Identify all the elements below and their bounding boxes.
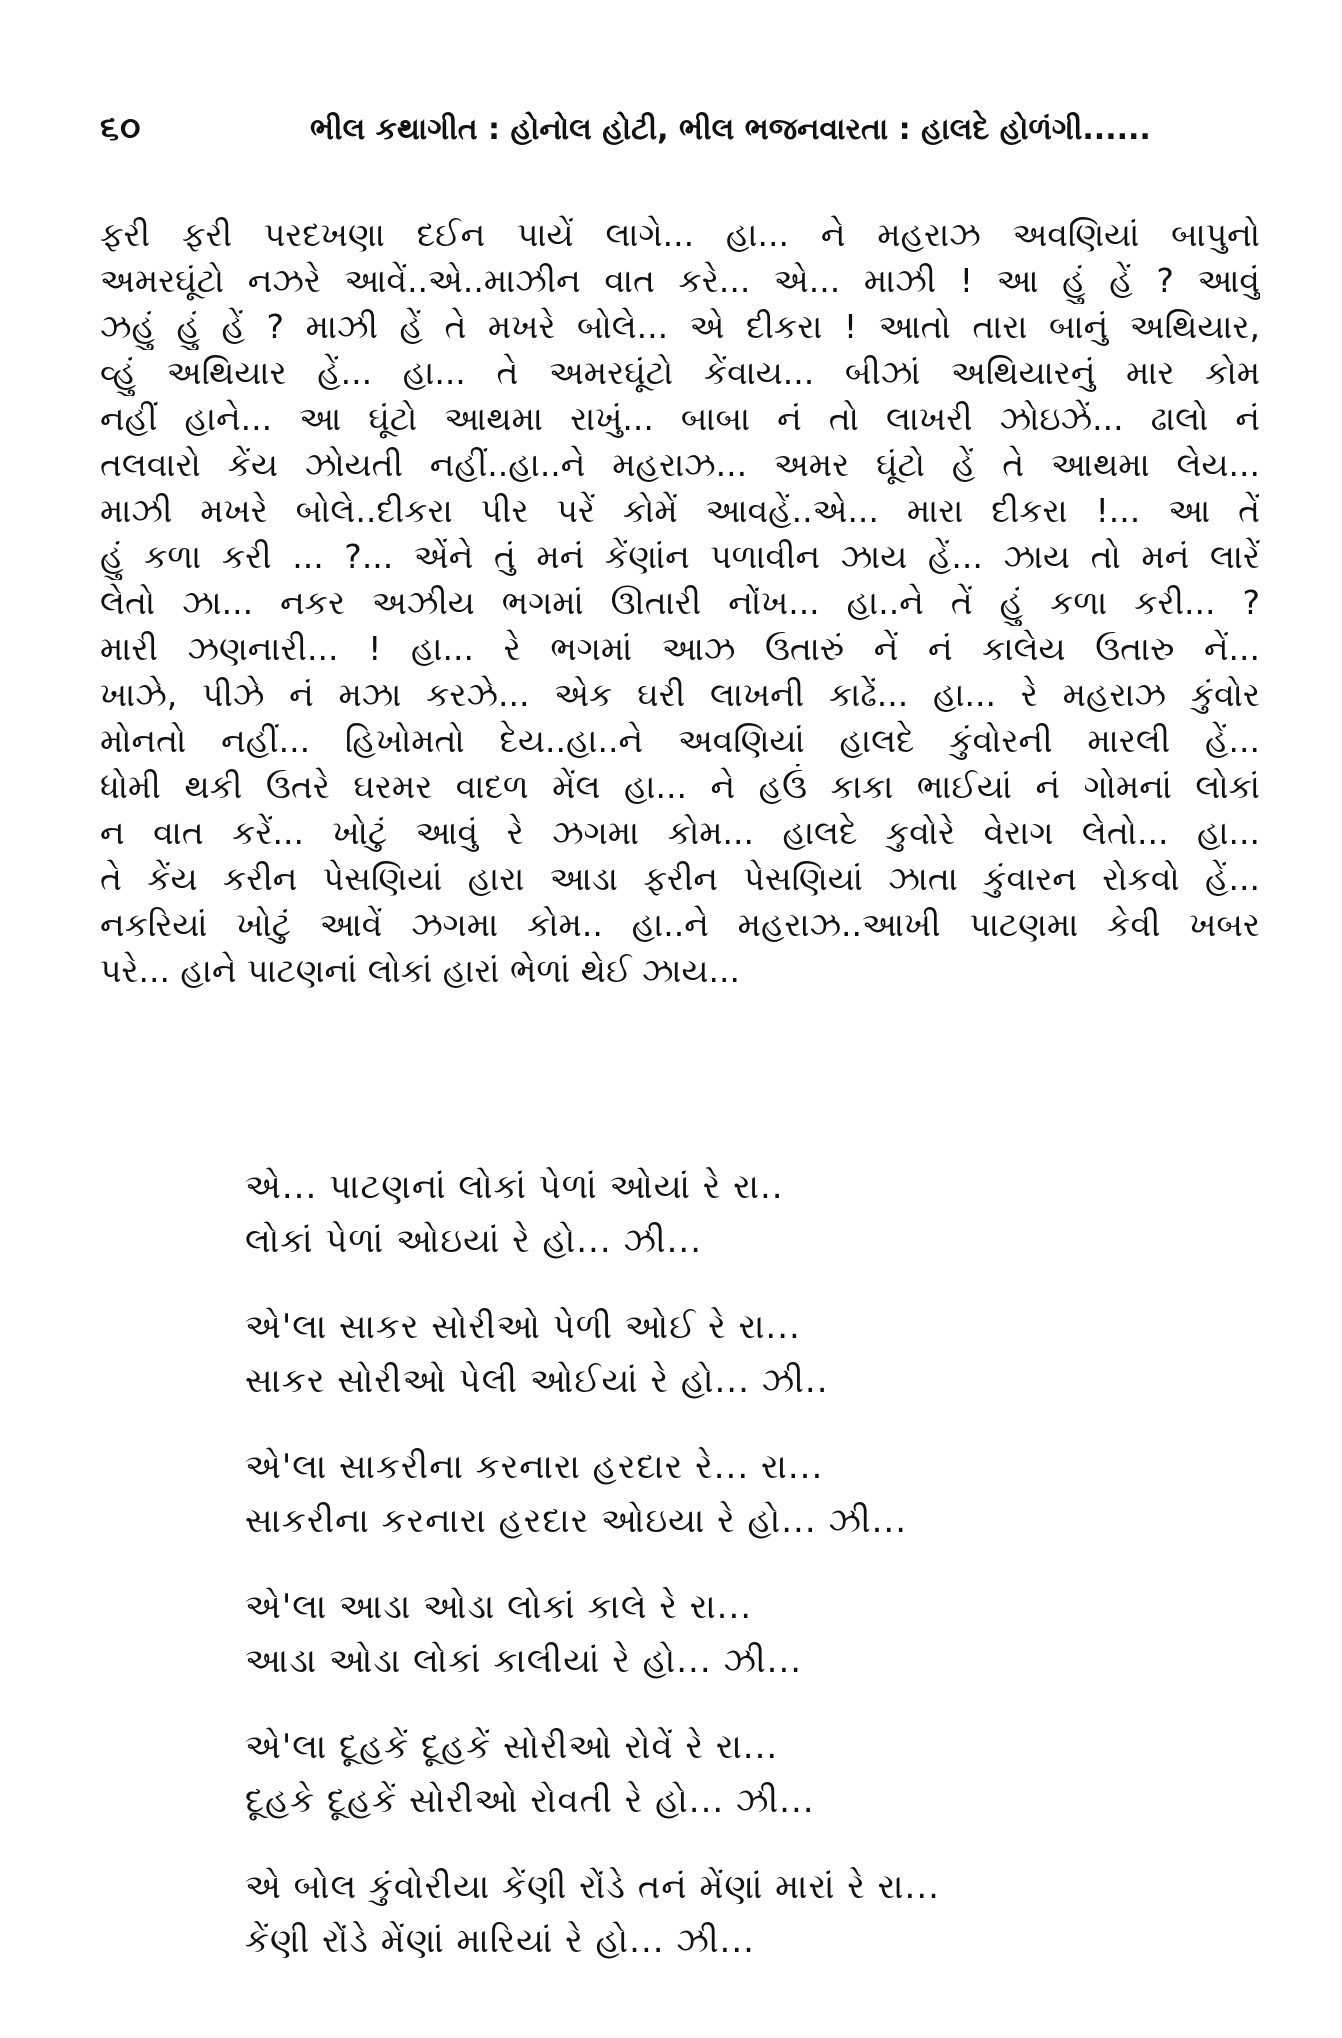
prose-line: હું કળા કરી ... ?... એંને તું મનં કેંણાંન પળાવીન ઝાય હેં... ઝાય તો મનં લારેં (100, 537, 1260, 576)
prose-line: નકરિયાં ખોટું આવેં ઝગમા કોમ.. હા..ને મહરાઝ..આખી પાટણમા કેવી ખબર (100, 905, 1260, 944)
verse-line: એ'લા સાકર સોરીઓ પેળી ઓઈ રે રા... (245, 1307, 801, 1347)
verse-line: લોકાં પેળાં ઓઇયાં રે હો... ઝી... (245, 1221, 703, 1261)
page-number: ૬૦ (100, 108, 142, 148)
prose-line: તલવારો કેંય ઝોયતી નહીં..હા..ને મહરાઝ... અમર ઘૂંટો હેં તે આથમા લેય... (100, 445, 1260, 484)
prose-line: ઝહું હું હેં ? માઝી હેં તે મખરે બોલે... એ દીકરા ! આતો તારા બાનું અથિયાર, (100, 307, 1260, 346)
verse-line: સાકર સોરીઓ પેલી ઓઈયાં રે હો... ઝી.. (245, 1361, 829, 1401)
prose-line: મારી ઝણનારી... ! હા... રે ભગમાં આઝ ઉતારું નેં નં કાલેય ઉતારુ નેં... (100, 629, 1260, 668)
prose-line: ખાઝે, પીઝે નં મઝા કરઝે... એક ઘરી લાખની કાઢેં... હા... રે મહરાઝ કુંવોર (100, 675, 1260, 714)
stanza (245, 1580, 1245, 1688)
verse-line: એ'લા સાકરીના કરનારા હરદાર રે... રા... (245, 1447, 824, 1487)
verse-line: એ... પાટણનાં લોકાં પેળાં ઓયાં રે રા.. (245, 1167, 784, 1207)
prose-line: ધોમી થકી ઉતરે ઘરમર વાદળ મેંલ હા... ને હઉં કાકા ભાઈયાં નં ગોમનાં લોકાં (100, 767, 1260, 806)
verse-line: આડા ઓડા લોકાં કાલીયાં રે હો... ઝી... (245, 1641, 803, 1681)
prose-line: મોનતો નહીં... હિખોમતો દેય..હા..ને અવણિયાં હાલદે કુંવોરની મારલી હેં... (100, 721, 1260, 760)
prose-line: નહીં હાને... આ ઘૂંટો આથમા રાખું... બાબા નં તો લાખરી ઝોઇઝેં... ઢાલો નં (100, 399, 1260, 438)
prose-line: પરે... હાને પાટણનાં લોકાં હારાં ભેળાં થેઈ ઝાય... (100, 951, 741, 990)
stanza (245, 1720, 1245, 1828)
verse-line: દૂહકે દૂહકેં સોરીઓ રોવતી રે હો... ઝી... (245, 1781, 815, 1821)
stanza (245, 1440, 1245, 1548)
verse-line: એ બોલ કુંવોરીયા કેંણી રોંડે તનં મેંણાં મારાં રે રા... (245, 1867, 940, 1907)
prose-line: લેતો ઝા... નકર અઝીય ભગમાં ઊતારી નોંખ... હા..ને તેં હું કળા કરી... ? (100, 583, 1260, 622)
page-header (100, 108, 1250, 168)
prose-line: અમરઘૂંટો નઝરે આવેં..એ..માઝીન વાત કરે... એ... માઝી ! આ હું હેં ? આવું (100, 261, 1260, 300)
running-title: ભીલ કથાગીત : હોનોલ હોટી, ભીલ ભજનવારતા : હાલદે હોળંગી...... (310, 112, 1151, 147)
song-verses (245, 1160, 1245, 2000)
prose-paragraph (100, 212, 1260, 994)
stanza (245, 1160, 1245, 1268)
verse-line: એ'લા દૂહકેં દૂહકેં સોરીઓ રોવેં રે રા... (245, 1727, 779, 1767)
verse-line: સાકરીના કરનારા હરદાર ઓઇયા રે હો... ઝી... (245, 1501, 908, 1541)
prose-line: માઝી મખરે બોલે..દીકરા પીર પરેં કોમેં આવહેં..એ... મારા દીકરા !... આ તેં (100, 491, 1260, 530)
prose-line: વ્હું અથિયાર હેં... હા... તે અમરઘૂંટો કેંવાય... બીઝાં અથિયારનું માર કોમ (100, 353, 1260, 392)
verse-line: કેંણી રોંડે મેંણાં મારિયાં રે હો... ઝી... (245, 1921, 755, 1961)
prose-line: ન વાત કરેં... ખોટું આવું રે ઝગમા કોમ... હાલદે કુવોરે વેરાગ લેતો... હા... (100, 813, 1260, 852)
prose-line: તે કેંય કરીન પેસણિયાં હારા આડા ફરીન પેસણિયાં ઝાતા કુંવારન રોકવો હેં... (100, 859, 1260, 898)
verse-line: એ'લા આડા ઓડા લોકાં કાલે રે રા... (245, 1587, 753, 1627)
prose-line: ફરી ફરી પરદખણા દઈન પાયેં લાગે... હા... ને મહરાઝ અવણિયાં બાપુનો (100, 215, 1260, 254)
stanza (245, 1300, 1245, 1408)
stanza (245, 1860, 1245, 1968)
